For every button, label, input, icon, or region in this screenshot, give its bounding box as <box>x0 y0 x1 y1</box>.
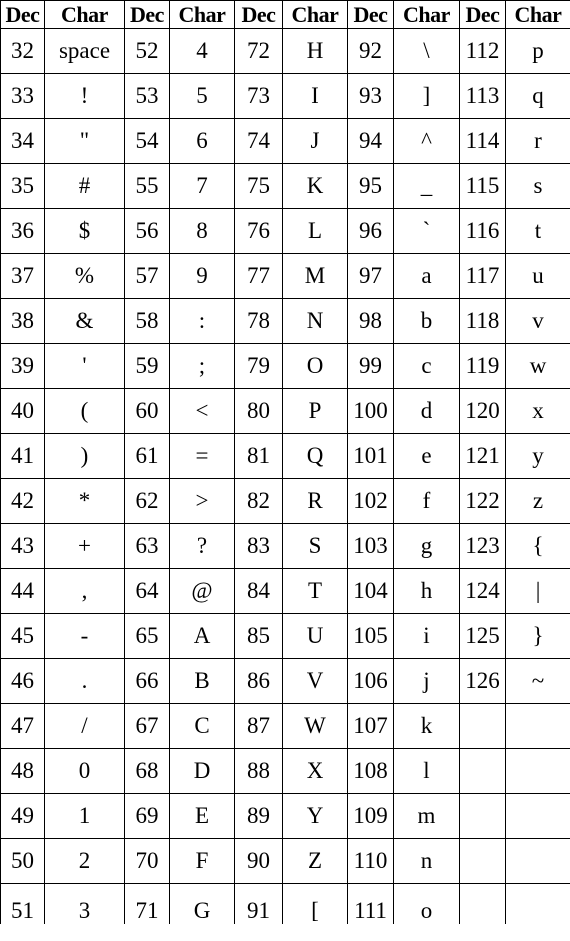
char-cell: < <box>170 389 235 434</box>
char-cell: 3 <box>45 884 125 924</box>
dec-cell: 68 <box>125 749 170 794</box>
dec-cell: 91 <box>235 884 283 924</box>
dec-cell: 124 <box>460 569 506 614</box>
dec-cell: 55 <box>125 164 170 209</box>
dec-cell: 93 <box>348 74 394 119</box>
char-cell: g <box>394 524 460 569</box>
column-header-dec: Dec <box>125 1 170 29</box>
dec-cell: 67 <box>125 704 170 749</box>
char-cell: = <box>170 434 235 479</box>
char-cell <box>506 704 570 749</box>
char-cell: & <box>45 299 125 344</box>
char-cell: / <box>45 704 125 749</box>
char-cell: ~ <box>506 659 570 704</box>
dec-cell: 119 <box>460 344 506 389</box>
dec-cell: 97 <box>348 254 394 299</box>
table-row <box>1 479 570 524</box>
dec-cell: 59 <box>125 344 170 389</box>
table-row <box>1 209 570 254</box>
dec-cell: 38 <box>1 299 45 344</box>
char-cell: } <box>506 614 570 659</box>
char-cell: 0 <box>45 749 125 794</box>
char-cell <box>506 749 570 794</box>
char-cell: % <box>45 254 125 299</box>
char-cell: q <box>506 74 570 119</box>
char-cell <box>506 839 570 884</box>
table-row <box>1 389 570 434</box>
dec-cell: 105 <box>348 614 394 659</box>
dec-cell: 111 <box>348 884 394 924</box>
char-cell: l <box>394 749 460 794</box>
char-cell: X <box>283 749 348 794</box>
char-cell: Q <box>283 434 348 479</box>
dec-cell: 85 <box>235 614 283 659</box>
dec-cell: 69 <box>125 794 170 839</box>
char-cell: 5 <box>170 74 235 119</box>
char-cell: h <box>394 569 460 614</box>
dec-cell: 54 <box>125 119 170 164</box>
table-row <box>1 434 570 479</box>
dec-cell: 48 <box>1 749 45 794</box>
char-cell: r <box>506 119 570 164</box>
dec-cell: 47 <box>1 704 45 749</box>
char-cell: i <box>394 614 460 659</box>
char-cell: ; <box>170 344 235 389</box>
table-row <box>1 704 570 749</box>
table-row <box>1 524 570 569</box>
dec-cell <box>460 839 506 884</box>
column-header-dec: Dec <box>348 1 394 29</box>
char-cell: @ <box>170 569 235 614</box>
dec-cell: 117 <box>460 254 506 299</box>
dec-cell: 75 <box>235 164 283 209</box>
dec-cell: 65 <box>125 614 170 659</box>
table-row <box>1 659 570 704</box>
dec-cell: 64 <box>125 569 170 614</box>
column-header-dec: Dec <box>235 1 283 29</box>
char-cell: L <box>283 209 348 254</box>
char-cell: E <box>170 794 235 839</box>
char-cell: p <box>506 29 570 74</box>
dec-cell: 92 <box>348 29 394 74</box>
dec-cell <box>460 794 506 839</box>
table-row <box>1 164 570 209</box>
char-cell: ' <box>45 344 125 389</box>
char-cell <box>506 884 570 924</box>
char-cell: C <box>170 704 235 749</box>
dec-cell: 74 <box>235 119 283 164</box>
dec-cell: 50 <box>1 839 45 884</box>
dec-cell <box>460 884 506 924</box>
char-cell: y <box>506 434 570 479</box>
dec-cell: 112 <box>460 29 506 74</box>
char-cell: 2 <box>45 839 125 884</box>
char-cell: 7 <box>170 164 235 209</box>
dec-cell: 115 <box>460 164 506 209</box>
dec-cell: 106 <box>348 659 394 704</box>
char-cell: [ <box>283 884 348 924</box>
char-cell: W <box>283 704 348 749</box>
column-header-char: Char <box>45 1 125 29</box>
dec-cell: 94 <box>348 119 394 164</box>
dec-cell: 57 <box>125 254 170 299</box>
char-cell: m <box>394 794 460 839</box>
dec-cell: 82 <box>235 479 283 524</box>
char-cell: d <box>394 389 460 434</box>
dec-cell: 43 <box>1 524 45 569</box>
dec-cell: 88 <box>235 749 283 794</box>
char-cell: | <box>506 569 570 614</box>
dec-cell: 40 <box>1 389 45 434</box>
char-cell: u <box>506 254 570 299</box>
dec-cell: 56 <box>125 209 170 254</box>
column-header-char: Char <box>506 1 570 29</box>
dec-cell: 120 <box>460 389 506 434</box>
dec-cell: 70 <box>125 839 170 884</box>
char-cell: ( <box>45 389 125 434</box>
dec-cell: 34 <box>1 119 45 164</box>
char-cell: 6 <box>170 119 235 164</box>
char-cell: { <box>506 524 570 569</box>
dec-cell: 42 <box>1 479 45 524</box>
char-cell: _ <box>394 164 460 209</box>
dec-cell: 52 <box>125 29 170 74</box>
column-header-char: Char <box>394 1 460 29</box>
dec-cell <box>460 749 506 794</box>
dec-cell: 72 <box>235 29 283 74</box>
dec-cell: 61 <box>125 434 170 479</box>
char-cell: $ <box>45 209 125 254</box>
char-cell: K <box>283 164 348 209</box>
char-cell: I <box>283 74 348 119</box>
char-cell: j <box>394 659 460 704</box>
header-row <box>1 1 570 29</box>
dec-cell: 125 <box>460 614 506 659</box>
dec-cell: 46 <box>1 659 45 704</box>
char-cell: G <box>170 884 235 924</box>
char-cell: A <box>170 614 235 659</box>
dec-cell: 71 <box>125 884 170 924</box>
dec-cell: 126 <box>460 659 506 704</box>
dec-cell: 73 <box>235 74 283 119</box>
char-cell: Z <box>283 839 348 884</box>
char-cell: z <box>506 479 570 524</box>
char-cell: s <box>506 164 570 209</box>
dec-cell: 35 <box>1 164 45 209</box>
dec-cell: 103 <box>348 524 394 569</box>
table-row <box>1 884 570 924</box>
char-cell: D <box>170 749 235 794</box>
char-cell: e <box>394 434 460 479</box>
dec-cell: 80 <box>235 389 283 434</box>
char-cell: + <box>45 524 125 569</box>
table-row <box>1 614 570 659</box>
dec-cell <box>460 704 506 749</box>
table-row <box>1 344 570 389</box>
char-cell: U <box>283 614 348 659</box>
char-cell: - <box>45 614 125 659</box>
dec-cell: 41 <box>1 434 45 479</box>
dec-cell: 66 <box>125 659 170 704</box>
table-row <box>1 29 570 74</box>
char-cell: 1 <box>45 794 125 839</box>
dec-cell: 51 <box>1 884 45 924</box>
char-cell: \ <box>394 29 460 74</box>
column-header-char: Char <box>283 1 348 29</box>
char-cell: w <box>506 344 570 389</box>
char-cell: k <box>394 704 460 749</box>
char-cell: P <box>283 389 348 434</box>
char-cell: R <box>283 479 348 524</box>
table-row <box>1 794 570 839</box>
table-row <box>1 749 570 794</box>
char-cell: f <box>394 479 460 524</box>
dec-cell: 114 <box>460 119 506 164</box>
char-cell: H <box>283 29 348 74</box>
char-cell: " <box>45 119 125 164</box>
char-cell: F <box>170 839 235 884</box>
dec-cell: 79 <box>235 344 283 389</box>
dec-cell: 109 <box>348 794 394 839</box>
table-row <box>1 299 570 344</box>
char-cell: M <box>283 254 348 299</box>
dec-cell: 122 <box>460 479 506 524</box>
char-cell: ! <box>45 74 125 119</box>
dec-cell: 113 <box>460 74 506 119</box>
dec-cell: 62 <box>125 479 170 524</box>
char-cell: b <box>394 299 460 344</box>
dec-cell: 110 <box>348 839 394 884</box>
char-cell: N <box>283 299 348 344</box>
char-cell: ] <box>394 74 460 119</box>
dec-cell: 53 <box>125 74 170 119</box>
dec-cell: 37 <box>1 254 45 299</box>
dec-cell: 96 <box>348 209 394 254</box>
char-cell: t <box>506 209 570 254</box>
char-cell: O <box>283 344 348 389</box>
dec-cell: 121 <box>460 434 506 479</box>
dec-cell: 84 <box>235 569 283 614</box>
dec-cell: 58 <box>125 299 170 344</box>
dec-cell: 78 <box>235 299 283 344</box>
table-row <box>1 119 570 164</box>
dec-cell: 44 <box>1 569 45 614</box>
dec-cell: 99 <box>348 344 394 389</box>
dec-cell: 123 <box>460 524 506 569</box>
table-row <box>1 569 570 614</box>
dec-cell: 100 <box>348 389 394 434</box>
dec-cell: 81 <box>235 434 283 479</box>
dec-cell: 90 <box>235 839 283 884</box>
char-cell: ) <box>45 434 125 479</box>
column-header-dec: Dec <box>460 1 506 29</box>
dec-cell: 108 <box>348 749 394 794</box>
char-cell: B <box>170 659 235 704</box>
char-cell: # <box>45 164 125 209</box>
char-cell: ` <box>394 209 460 254</box>
char-cell: Y <box>283 794 348 839</box>
dec-cell: 95 <box>348 164 394 209</box>
char-cell: . <box>45 659 125 704</box>
table-row <box>1 74 570 119</box>
char-cell: 4 <box>170 29 235 74</box>
char-cell: c <box>394 344 460 389</box>
char-cell: J <box>283 119 348 164</box>
table-row <box>1 839 570 884</box>
dec-cell: 45 <box>1 614 45 659</box>
dec-cell: 77 <box>235 254 283 299</box>
char-cell: , <box>45 569 125 614</box>
dec-cell: 107 <box>348 704 394 749</box>
dec-cell: 104 <box>348 569 394 614</box>
dec-cell: 39 <box>1 344 45 389</box>
dec-cell: 86 <box>235 659 283 704</box>
dec-cell: 116 <box>460 209 506 254</box>
dec-cell: 118 <box>460 299 506 344</box>
column-header-dec: Dec <box>1 1 45 29</box>
char-cell: 8 <box>170 209 235 254</box>
char-cell: 9 <box>170 254 235 299</box>
dec-cell: 101 <box>348 434 394 479</box>
char-cell: T <box>283 569 348 614</box>
char-cell: o <box>394 884 460 924</box>
char-cell: * <box>45 479 125 524</box>
dec-cell: 89 <box>235 794 283 839</box>
char-cell: V <box>283 659 348 704</box>
dec-cell: 36 <box>1 209 45 254</box>
dec-cell: 60 <box>125 389 170 434</box>
char-cell: : <box>170 299 235 344</box>
dec-cell: 63 <box>125 524 170 569</box>
table-row <box>1 254 570 299</box>
char-cell: space <box>45 29 125 74</box>
dec-cell: 83 <box>235 524 283 569</box>
dec-cell: 98 <box>348 299 394 344</box>
char-cell: S <box>283 524 348 569</box>
dec-cell: 87 <box>235 704 283 749</box>
char-cell: a <box>394 254 460 299</box>
dec-cell: 76 <box>235 209 283 254</box>
char-cell: n <box>394 839 460 884</box>
column-header-char: Char <box>170 1 235 29</box>
char-cell: x <box>506 389 570 434</box>
dec-cell: 32 <box>1 29 45 74</box>
char-cell: ? <box>170 524 235 569</box>
char-cell <box>506 794 570 839</box>
dec-cell: 33 <box>1 74 45 119</box>
dec-cell: 102 <box>348 479 394 524</box>
char-cell: > <box>170 479 235 524</box>
char-cell: ^ <box>394 119 460 164</box>
char-cell: v <box>506 299 570 344</box>
dec-cell: 49 <box>1 794 45 839</box>
